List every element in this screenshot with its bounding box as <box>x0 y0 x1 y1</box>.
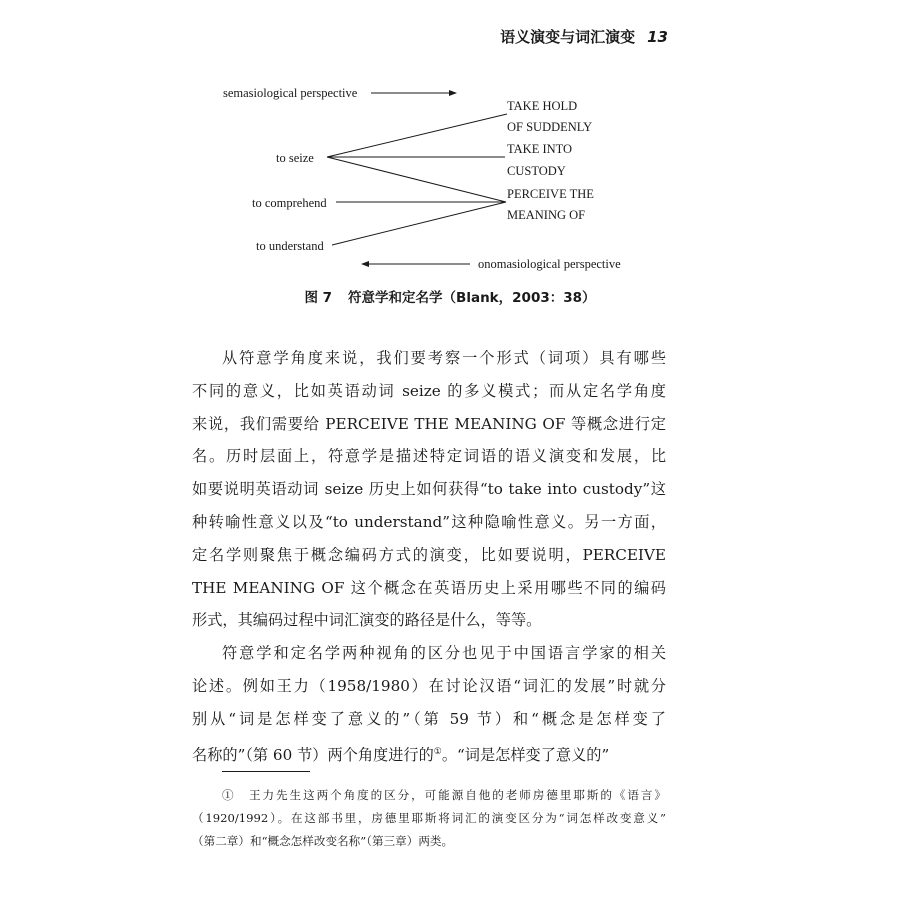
paragraph-line: 从符意学角度来说，我们要考察一个形式（词项）具有哪些 <box>222 349 666 367</box>
paragraph-line: THE MEANING OF 这个概念在英语历史上采用哪些不同的编码 <box>192 578 666 597</box>
word-to-comprehend: to comprehend <box>252 196 327 210</box>
paragraph-line: 定名学则聚焦于概念编码方式的演变，比如要说明，PERCEIVE <box>192 545 666 564</box>
paragraph-line <box>192 736 666 772</box>
word-to-seize: to seize <box>276 151 314 165</box>
footnote-line: ① 王力先生这两个角度的区分，可能源自他的老师房德里耶斯的《语言》 <box>222 788 666 802</box>
concept-take-into-line1: TAKE INTO <box>507 142 573 156</box>
concept-take-into-line2: CUSTODY <box>507 164 566 178</box>
paragraph-line-text: 名称的”（第 60 节）两个角度进行的 <box>192 745 434 764</box>
onomasiological-label: onomasiological perspective <box>478 257 621 271</box>
figure-caption <box>0 286 900 306</box>
concept-perceive-line1: PERCEIVE THE <box>507 187 594 201</box>
paragraph-line: 符意学和定名学两种视角的区分也见于中国语言学家的相关 <box>222 644 666 663</box>
body-text <box>192 342 666 771</box>
paragraph-line: 别从“词是怎样变了意义的”（第 59 节）和“概念是怎样变了 <box>192 709 666 728</box>
footnote-ref[interactable]: ① <box>433 746 442 757</box>
paragraph-line: 如要说明英语动词 seize 历史上如何获得“to take into custody”这 <box>192 480 666 499</box>
semasiology-onomasiology-diagram <box>0 0 900 300</box>
running-head-title: 语义演变与词汇演变 <box>500 28 636 46</box>
link-seize-take-hold <box>327 114 507 157</box>
paragraph-line: 论述。例如王力（1958/1980）在讨论汉语“词汇的发展”时就分 <box>192 676 666 695</box>
concept-perceive-line2: MEANING OF <box>507 208 586 222</box>
figure-caption-text: 符意学和定名学（Blank，2003：38） <box>348 290 596 306</box>
footnote-line: （1920/1992）。在这部书里，房德里耶斯将词汇的演变区分为“词怎样改变意义” <box>192 811 666 825</box>
paragraph-2 <box>192 637 666 771</box>
page-number: 13 <box>647 28 668 46</box>
paragraph-line: 种转喻性意义以及“to understand”这种隐喻性意义。另一方面， <box>192 512 666 531</box>
link-seize-perceive <box>327 157 506 202</box>
paragraph-line: 不同的意义，比如英语动词 seize 的多义模式；而从定名学角度 <box>192 381 666 400</box>
concept-take-hold-line1: TAKE HOLD <box>507 99 578 113</box>
paragraph-line: 名。历时层面上，符意学是描述特定词语的语义演变和发展，比 <box>192 447 666 466</box>
footnote-divider <box>222 771 310 772</box>
footnote <box>192 784 666 853</box>
word-to-understand: to understand <box>256 239 324 253</box>
semasiological-label: semasiological perspective <box>223 86 358 100</box>
figure-number: 图 7 <box>304 290 333 306</box>
paragraph-line-text: 。“词是怎样变了意义的” <box>441 745 610 764</box>
paragraph-line: 来说，我们需要给 PERCEIVE THE MEANING OF 等概念进行定 <box>192 414 666 433</box>
concept-take-hold-line2: OF SUDDENLY <box>507 120 593 134</box>
paragraph-line: 形式，其编码过程中词汇演变的路径是什么，等等。 <box>192 611 542 630</box>
link-understand-perceive <box>332 202 506 245</box>
footnote-line: （第二章）和“概念怎样改变名称”（第三章）两类。 <box>192 834 454 848</box>
paragraph-1 <box>192 342 666 637</box>
